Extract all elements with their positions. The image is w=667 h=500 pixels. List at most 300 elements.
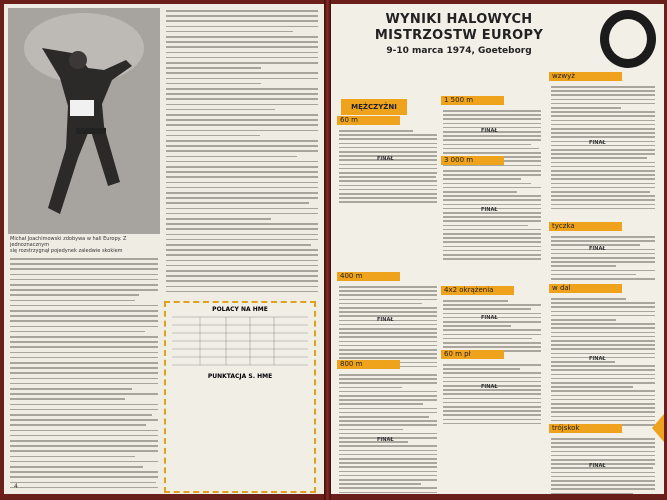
- result-line: [551, 472, 655, 474]
- result-line: [551, 407, 655, 409]
- athlete-photo: [8, 8, 160, 234]
- result-line: [551, 170, 655, 172]
- result-line: [551, 403, 655, 405]
- final-label: FINAŁ: [481, 384, 498, 391]
- final-label: FINAŁ: [481, 127, 498, 134]
- result-line: [443, 174, 541, 176]
- article-text-line: [166, 166, 318, 168]
- result-line: [443, 233, 541, 235]
- result-line: [443, 325, 511, 327]
- result-line: [551, 378, 655, 380]
- article-text-line: [166, 182, 318, 184]
- result-line: [443, 377, 541, 379]
- article-text-line: [166, 109, 275, 111]
- box-title: POLACY NA HME: [212, 306, 268, 313]
- article-text-line: [166, 150, 318, 152]
- athlete-figure: [8, 8, 160, 234]
- result-line: [551, 174, 655, 176]
- result-line: [339, 441, 408, 443]
- result-line: [339, 143, 437, 145]
- result-line: [443, 241, 541, 243]
- final-label: FINAŁ: [481, 314, 498, 321]
- result-line: [339, 462, 437, 464]
- result-line: [551, 459, 655, 461]
- result-line: [339, 487, 437, 489]
- article-text-line: [166, 286, 318, 288]
- result-line: [443, 406, 541, 408]
- event-header: 60 m pł: [441, 350, 504, 359]
- result-line: [443, 135, 541, 137]
- article-text-line: [10, 393, 158, 395]
- article-text-line: [166, 176, 318, 178]
- article-text-line: [10, 435, 158, 437]
- result-line: [443, 308, 531, 310]
- article-text-line: [166, 291, 318, 293]
- result-line: [339, 286, 437, 288]
- result-line: [443, 410, 541, 412]
- result-line: [443, 258, 541, 260]
- page-arrow-icon: [652, 414, 664, 442]
- article-text-line: [10, 300, 135, 302]
- result-line: [339, 130, 413, 132]
- result-line: [339, 336, 437, 338]
- result-line: [443, 372, 541, 374]
- men-section-banner: MĘŻCZYŹNI: [341, 99, 407, 115]
- article-text-line: [10, 461, 158, 463]
- result-line: [443, 393, 541, 395]
- article-text-line: [166, 52, 318, 54]
- article-text-line: [166, 202, 309, 204]
- result-line: [551, 132, 655, 134]
- result-line: [443, 329, 541, 331]
- article-text-line: [166, 239, 318, 241]
- result-line: [339, 294, 437, 296]
- page-number: 4: [14, 483, 18, 490]
- result-line: [443, 342, 541, 344]
- article-text-line: [10, 315, 158, 317]
- result-line: [551, 399, 655, 401]
- result-line: [443, 144, 531, 146]
- result-line: [551, 382, 655, 384]
- result-line: [339, 151, 437, 153]
- result-line: [551, 416, 655, 418]
- result-line: [551, 94, 655, 96]
- article-text-line: [10, 419, 158, 421]
- results-header: [339, 12, 579, 56]
- article-text-line: [166, 83, 261, 85]
- result-line: [443, 414, 541, 416]
- result-line: [339, 395, 437, 397]
- result-line: [339, 433, 437, 435]
- result-line: [339, 458, 437, 460]
- result-line: [339, 471, 437, 473]
- box-subtitle: PUNKTACJA S. HME: [207, 373, 273, 380]
- results-title: WYNIKI HALOWYCH MISTRZOSTW EUROPY: [374, 12, 544, 43]
- result-line: [339, 193, 437, 195]
- result-line: [443, 423, 541, 425]
- article-text-line: [166, 130, 318, 132]
- article-text-line: [10, 482, 156, 484]
- article-text-line: [166, 171, 318, 173]
- result-line: [551, 162, 655, 164]
- article-text-line: [166, 249, 318, 251]
- article-text-line: [10, 263, 158, 265]
- result-line: [339, 429, 403, 431]
- result-line: [339, 176, 436, 178]
- result-line: [551, 166, 655, 168]
- article-text-line: [10, 466, 143, 468]
- result-line: [339, 445, 437, 447]
- result-line: [339, 332, 437, 334]
- article-text-line: [10, 440, 158, 442]
- result-line: [443, 381, 541, 383]
- result-line: [551, 253, 655, 255]
- result-line: [443, 178, 521, 180]
- article-text-line: [10, 346, 158, 348]
- result-line: [551, 236, 655, 238]
- final-label: FINAŁ: [589, 355, 606, 362]
- article-text-line: [10, 388, 132, 390]
- result-line: [551, 395, 655, 397]
- result-line: [551, 311, 655, 313]
- article-text-line: [166, 93, 318, 95]
- article-text-line: [166, 156, 297, 158]
- event-header: trójskok: [549, 424, 622, 433]
- result-line: [551, 270, 655, 272]
- final-label: FINAŁ: [589, 140, 606, 147]
- article-text-line: [10, 305, 158, 307]
- article-text-line: [166, 10, 318, 12]
- result-line: [443, 220, 541, 222]
- left-page: [4, 4, 324, 494]
- article-text-line: [166, 145, 318, 147]
- result-line: [443, 334, 541, 336]
- result-line: [339, 353, 437, 355]
- result-line: [339, 479, 437, 481]
- result-line: [551, 332, 655, 334]
- result-line: [551, 298, 626, 300]
- final-label: FINAŁ: [589, 462, 606, 469]
- article-text-line: [10, 331, 145, 333]
- result-line: [551, 90, 655, 92]
- article-text-line: [10, 258, 158, 260]
- right-page: [331, 4, 664, 494]
- final-label: FINAŁ: [589, 246, 606, 253]
- event-header: w dal: [549, 284, 622, 293]
- result-line: [443, 152, 541, 154]
- final-label: FINAŁ: [377, 317, 394, 324]
- article-text-line: [166, 270, 318, 272]
- result-line: [551, 240, 655, 242]
- result-line: [339, 324, 437, 326]
- result-line: [339, 416, 429, 418]
- final-label: FINAŁ: [481, 206, 498, 213]
- result-line: [443, 338, 532, 340]
- article-text-line: [166, 228, 318, 230]
- result-line: [551, 195, 655, 197]
- result-line: [551, 187, 655, 189]
- article-text-line: [166, 140, 318, 142]
- event-header: 1 500 m: [441, 96, 504, 105]
- result-line: [551, 374, 655, 376]
- result-line: [551, 149, 655, 151]
- result-line: [443, 304, 541, 306]
- result-line: [339, 420, 437, 422]
- result-line: [551, 442, 655, 444]
- result-line: [339, 450, 437, 452]
- result-line: [551, 315, 655, 317]
- result-line: [551, 327, 655, 329]
- article-text-line: [10, 378, 158, 380]
- article-text-line: [166, 161, 318, 163]
- article-text-line: [166, 36, 318, 38]
- article-text-line: [166, 15, 318, 17]
- result-line: [551, 386, 633, 388]
- result-line: [551, 411, 655, 413]
- article-text-line: [166, 260, 318, 262]
- article-text-line: [166, 234, 318, 236]
- result-line: [551, 128, 655, 130]
- article-text-line: [166, 187, 318, 189]
- result-line: [339, 483, 421, 485]
- article-text-line: [10, 352, 158, 354]
- caption-line-1: Michał Joachimowski zdobywa w hali Europy. Z jednoznacznym: [10, 236, 127, 248]
- article-text-line: [10, 310, 158, 312]
- article-text-line: [10, 320, 158, 322]
- result-line: [443, 123, 541, 125]
- result-line: [339, 466, 437, 468]
- article-text-line: [166, 98, 318, 100]
- article-text-line: [10, 404, 158, 406]
- result-line: [339, 424, 437, 426]
- result-line: [339, 403, 423, 405]
- article-text-line: [166, 254, 318, 256]
- result-line: [339, 307, 437, 309]
- article-text-line: [10, 372, 158, 374]
- article-text-line: [166, 218, 271, 220]
- event-header: tyczka: [549, 222, 622, 231]
- result-line: [339, 311, 437, 313]
- article-text-line: [10, 414, 152, 416]
- result-line: [551, 157, 647, 159]
- article-text-line: [166, 119, 318, 121]
- result-line: [443, 110, 541, 112]
- article-text-line: [166, 223, 318, 225]
- article-text-line: [10, 274, 158, 276]
- article-text-line: [166, 88, 318, 90]
- result-line: [339, 391, 437, 393]
- article-text-line: [10, 289, 158, 291]
- result-line: [339, 454, 437, 456]
- result-line: [551, 420, 655, 422]
- event-header: 4x2 okrążenia: [441, 286, 514, 295]
- result-line: [339, 185, 437, 187]
- article-text-line: [10, 487, 158, 489]
- article-text-line: [166, 31, 293, 33]
- result-line: [551, 278, 655, 280]
- championship-logo-icon: [600, 10, 656, 68]
- result-line: [339, 134, 437, 136]
- article-text-line: [166, 213, 318, 215]
- article-text-line: [10, 445, 158, 447]
- result-line: [551, 261, 655, 263]
- final-label: FINAŁ: [377, 155, 394, 162]
- article-text-line: [10, 367, 158, 369]
- result-line: [551, 103, 655, 105]
- result-line: [339, 492, 437, 494]
- result-line: [551, 344, 655, 346]
- article-text-line: [10, 268, 158, 270]
- article-text-line: [166, 197, 318, 199]
- result-line: [339, 408, 437, 410]
- result-line: [339, 201, 437, 203]
- result-line: [551, 365, 655, 367]
- result-line: [443, 118, 541, 120]
- article-text-line: [166, 67, 261, 69]
- result-line: [339, 357, 437, 359]
- result-line: [551, 191, 650, 193]
- result-line: [443, 204, 541, 206]
- result-line: [551, 99, 655, 101]
- article-text-line: [166, 20, 318, 22]
- poles-results-box: [164, 301, 316, 493]
- article-text-line: [166, 114, 318, 116]
- result-line: [339, 328, 437, 330]
- article-text-line: [10, 383, 158, 385]
- result-line: [443, 195, 541, 197]
- article-text-line: [10, 471, 158, 473]
- result-line: [551, 183, 655, 185]
- results-subtitle: 9-10 marca 1974, Goeteborg: [386, 46, 532, 56]
- result-line: [339, 180, 437, 182]
- result-line: [551, 153, 655, 155]
- result-line: [551, 302, 655, 304]
- article-text-line: [166, 135, 260, 137]
- result-line: [551, 204, 655, 206]
- article-text-line: [166, 124, 318, 126]
- result-line: [443, 191, 517, 193]
- result-line: [339, 197, 437, 199]
- result-line: [443, 321, 541, 323]
- result-line: [551, 136, 655, 138]
- article-text-line: [10, 398, 125, 400]
- article-text-line: [10, 357, 158, 359]
- result-line: [551, 480, 655, 482]
- result-line: [339, 378, 437, 380]
- result-line: [551, 199, 655, 201]
- result-line: [551, 390, 655, 392]
- result-line: [551, 488, 655, 490]
- article-text-line: [10, 409, 158, 411]
- article-text-line: [10, 450, 158, 452]
- result-line: [551, 476, 655, 478]
- result-line: [339, 147, 437, 149]
- article-text-line: [10, 294, 139, 296]
- article-text-line: [166, 280, 318, 282]
- result-line: [339, 412, 437, 414]
- result-line: [443, 170, 541, 172]
- result-line: [443, 216, 541, 218]
- result-line: [551, 493, 633, 494]
- result-line: [339, 382, 437, 384]
- article-text-line: [166, 265, 318, 267]
- article-text-line: [10, 456, 135, 458]
- article-text-line: [166, 46, 318, 48]
- event-header: wzwyż: [549, 72, 622, 81]
- article-text-line: [166, 244, 311, 246]
- result-line: [339, 374, 437, 376]
- result-line: [551, 369, 655, 371]
- result-line: [551, 336, 655, 338]
- result-line: [551, 340, 655, 342]
- article-text-line: [10, 326, 158, 328]
- result-line: [443, 368, 520, 370]
- result-line: [443, 246, 541, 248]
- article-text-line: [10, 430, 158, 432]
- article-text-line: [166, 275, 318, 277]
- book-spine: [324, 0, 331, 500]
- result-line: [443, 346, 541, 348]
- result-line: [551, 306, 655, 308]
- result-line: [443, 419, 541, 421]
- result-line: [443, 250, 541, 252]
- result-line: [339, 345, 437, 347]
- result-line: [339, 189, 437, 191]
- result-line: [551, 257, 655, 259]
- result-line: [339, 168, 437, 170]
- result-line: [551, 455, 655, 457]
- photo-caption: [10, 236, 158, 254]
- result-line: [339, 341, 437, 343]
- event-header: 3 000 m: [441, 156, 504, 165]
- result-line: [339, 299, 437, 301]
- result-line: [339, 349, 437, 351]
- result-line: [551, 265, 616, 267]
- result-line: [339, 172, 437, 174]
- result-line: [551, 107, 621, 109]
- article-text-line: [166, 26, 318, 28]
- result-line: [339, 164, 437, 166]
- result-line: [443, 139, 541, 141]
- article-text-line: [10, 284, 158, 286]
- result-line: [551, 86, 655, 88]
- article-text-line: [10, 362, 158, 364]
- article-text-line: [166, 57, 318, 59]
- result-line: [339, 138, 437, 140]
- result-line: [339, 290, 437, 292]
- result-line: [443, 402, 541, 404]
- result-line: [551, 323, 655, 325]
- result-line: [443, 300, 508, 302]
- result-line: [551, 115, 655, 117]
- result-line: [339, 387, 402, 389]
- result-line: [443, 237, 541, 239]
- result-line: [443, 199, 541, 201]
- result-line: [339, 399, 437, 401]
- article-text-line: [10, 341, 158, 343]
- result-line: [551, 438, 655, 440]
- article-text-line: [166, 208, 318, 210]
- result-line: [339, 303, 422, 305]
- event-header: 60 m: [337, 116, 400, 125]
- result-line: [551, 353, 655, 355]
- result-line: [551, 120, 655, 122]
- article-text-line: [166, 192, 318, 194]
- article-text-line: [10, 336, 158, 338]
- result-line: [551, 124, 655, 126]
- article-text-line: [10, 476, 158, 478]
- article-text-line: [166, 78, 318, 80]
